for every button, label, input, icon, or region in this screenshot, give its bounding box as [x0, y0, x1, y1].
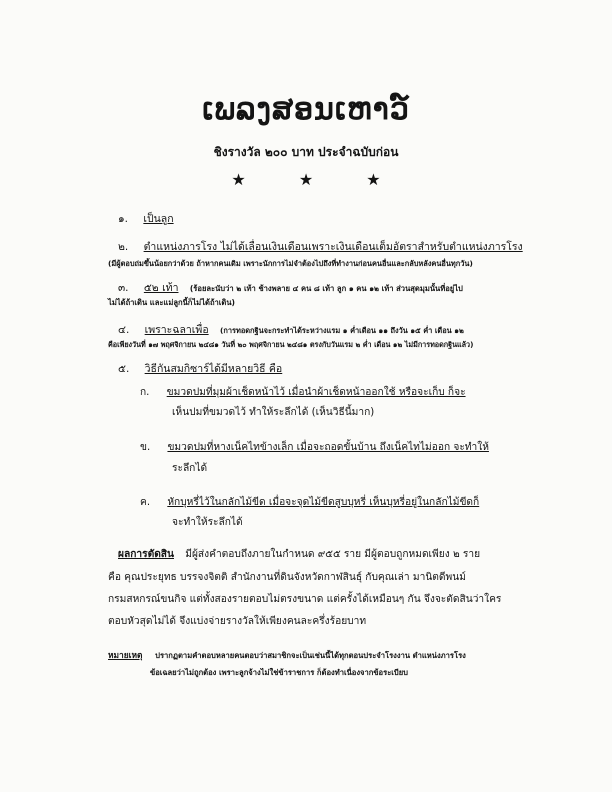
result-line-4: ตอบหัวสุดไม่ได้ จึงแบ่งจ่ายรางวัลให้เพียงคนละครึ่งร้อยบาท	[108, 616, 367, 627]
answer-text: ตำแหน่งภารโรง ไม่ได้เลื่อนเงินเดือนเพราะเงินเดือนเต็มอัตราสำหรับตำแหน่งภารโรง	[143, 241, 523, 253]
answer-item-1	[118, 212, 174, 226]
answer-text: เป็นลูก	[143, 213, 174, 225]
answer-text: วิธีกันสมกิซาร์ได้มีหลายวิธี คือ	[144, 363, 283, 375]
method-number: ก.	[140, 387, 150, 398]
result-label: ผลการตัดสิน	[118, 549, 174, 560]
method-text-cont: ระลึกได้	[172, 463, 208, 474]
answer-number: ๕.	[118, 363, 130, 375]
result-line-3: กรมสหกรณ์ขนกิจ แต่ทั้งสองรายตอบไม่ตรงขนาด แต่ครั้งได้เหมือนๆ กัน จึงจะตัดสินว่าใคร	[108, 594, 502, 605]
remark-line-2: ข้อเฉลยว่าไม่ถูกต้อง เพราะลูกจ้างไม่ใช่ข้าราชการ ก็ต้องทำเนื่องจากข้อระเบียบ	[150, 668, 408, 677]
answer-item-3	[118, 281, 463, 296]
remark-line-1	[108, 648, 466, 663]
result-line-2: คือ คุณประยุทธ บรรจงจิตติ สำนักงานที่ดินจังหวัดกาฬสินธุ์ กับคุณเล่า มานิตดีพนม์	[108, 572, 466, 583]
method-text-cont: จะทำให้ระลึกได้	[172, 517, 243, 528]
method-item-a	[140, 386, 466, 400]
answer-note: (การทอดกฐินจะกระทำได้ระหว่างแรม ๑ ค่ำเดือน ๑๑ ถึงวัน ๑๕ ค่ำ เดือน ๑๒	[219, 326, 464, 335]
method-text: ขมวดปมที่หางเน็คไทข้างเล็ก เมื่อจะถอดขั้นบ้าน ถึงเน็คไทไม่ออก จะทำให้	[167, 442, 489, 453]
answer-item-2	[118, 240, 523, 254]
result-line-1	[118, 548, 480, 562]
star-divider: ★ ★ ★	[231, 170, 405, 189]
method-item-b	[140, 441, 489, 455]
answer-number: ๒.	[118, 241, 129, 253]
method-number: ค.	[140, 497, 151, 508]
answer-note: (ร้อยละนับว่า ๒ เท้า ช้างพลาย ๔ คน ๘ เท้า ลูก ๑ คน ๑๒ เท้า ส่วนสุดมุมนั้นที่อยู่ไป	[189, 284, 463, 293]
answer-number: ๓.	[118, 282, 129, 294]
answer-note-cont: คือเพียงวันที่ ๑๗ พฤศจิกายน ๒๔๘๑ วันที่ ๒๐ พฤศจิกายน ๒๔๘๑ ตรงกับวันแรม ๒ ค่ำ เดือน ๑๒ ไม่มีการทอดกฐินแล้ว)	[108, 340, 474, 349]
method-item-c	[140, 496, 479, 510]
method-text: ขมวดปมที่มุมผ้าเช็ดหน้าไว้ เมื่อนำผ้าเช็ดหน้าออกใช้ หรือจะเก็บ ก็จะ	[166, 387, 466, 398]
answer-text: เพราะฉลาเพื่อ	[144, 324, 209, 336]
answer-item-5	[118, 362, 282, 376]
page-title: ເພລງສອນເຫາວ໌	[202, 92, 410, 127]
answer-text: ๕๒ เท้า	[143, 282, 179, 294]
answer-number: ๑.	[118, 213, 129, 225]
answer-item-4	[118, 323, 464, 338]
remark-text: ปรากฏตามคำตอบหลายคนตอบว่าสมาชิกจะเป็นเช่นนี้ได้ทุกตอนประจำโรงงาน ตำแหน่งภารโรง	[155, 651, 466, 660]
answer-number: ๔.	[118, 324, 130, 336]
method-text: หักบุหรี่ไว้ในกลักไม้ขีด เมื่อจะจุดไม้ขีดสูบบุหรี่ เห็นบุหรี่อยู่ในกลักไม้ขีดก็	[167, 497, 480, 508]
answer-note: (มีผู้ตอบถ่มขึ้นน้อยกว่าด้วย ถ้าหากคนเดิม เพราะนักการไม่จำต้องไปถึงที่ทำงานก่อนคนอื่นและกลับหลังคนอื่นทุกวัน)	[108, 259, 473, 268]
remark-label: หมายเหตุ	[108, 650, 143, 660]
answer-note-cont: ไม่ได้ถ้าเดิน และแม่ลูกนี้ก็ไม่ได้ถ้าเดิน)	[108, 298, 235, 307]
method-text-cont: เห็นปมที่ขมวดไว้ ทำให้ระลึกได้ (เห็นวิธีนี้มาก)	[172, 407, 375, 418]
method-number: ข.	[140, 442, 151, 453]
page-subtitle: ชิงรางวัล ๒๐๐ บาท ประจำฉบับก่อน	[213, 145, 399, 159]
result-text: มีผู้ส่งคำตอบถึงภายในกำหนด ๙๕๕ ราย มีผู้ตอบถูกหมดเพียง ๒ ราย	[185, 549, 481, 560]
